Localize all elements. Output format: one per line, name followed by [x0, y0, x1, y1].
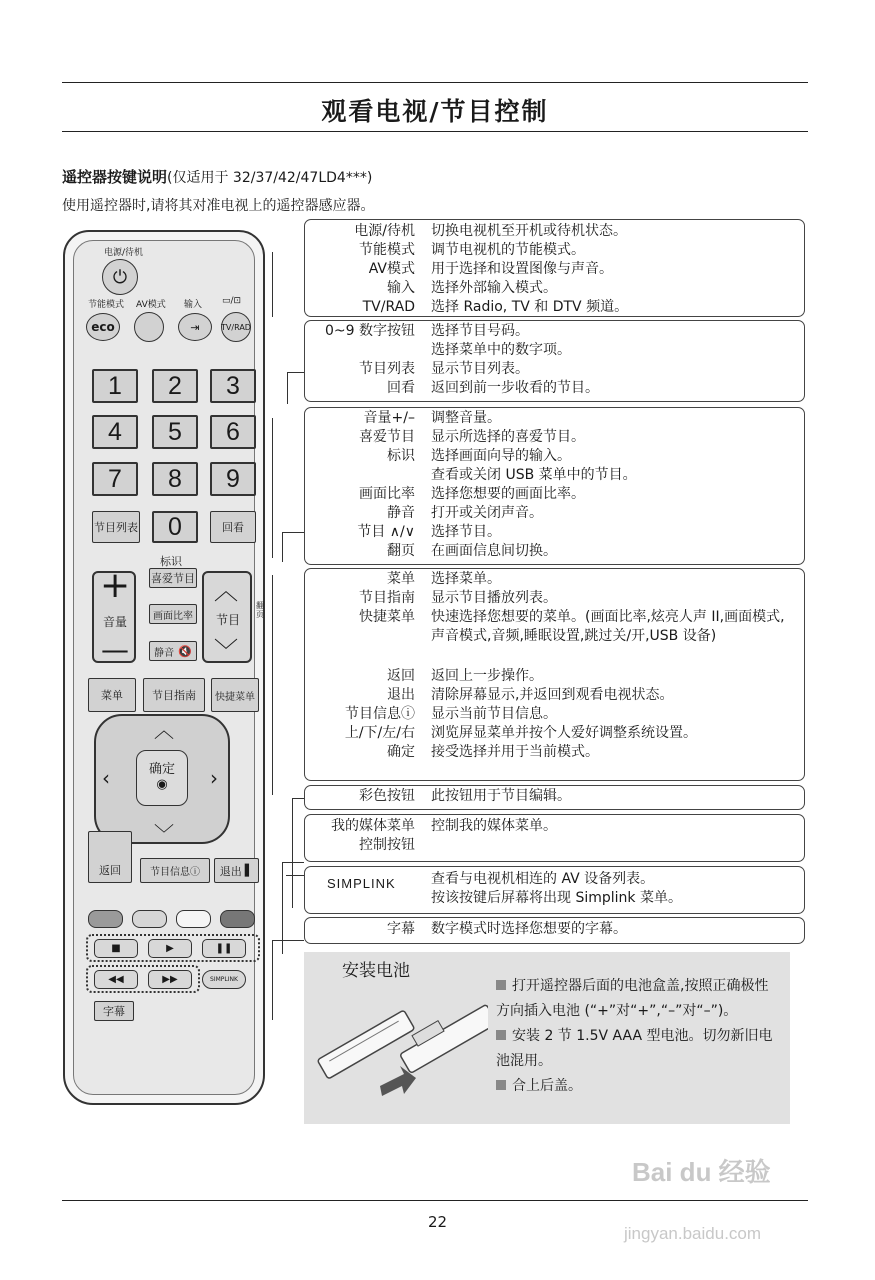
- button-description: 用于选择和设置图像与声音。: [431, 261, 613, 277]
- favorite-button[interactable]: 喜爱节目: [149, 568, 197, 588]
- bottom-rule: [62, 1200, 808, 1201]
- ok-dot-icon: ◉: [156, 777, 168, 792]
- button-description: 选择节目号码。: [431, 323, 529, 339]
- button-description: 显示所选择的喜爱节目。: [431, 429, 585, 445]
- button-name: 控制按钮: [359, 837, 415, 853]
- subtitle-button[interactable]: 字幕: [94, 1001, 134, 1021]
- button-name: 确定: [387, 744, 415, 760]
- button-description: 数字模式时选择您想要的字幕。: [431, 921, 627, 937]
- page-number: 22: [427, 1213, 448, 1231]
- button-name: 退出: [387, 687, 415, 703]
- button-name: 回看: [387, 380, 415, 396]
- button-name: 菜单: [387, 571, 415, 587]
- number-5-button[interactable]: 5: [152, 415, 198, 449]
- subtitle-note: (仅适用于 32/37/42/47LD4***): [167, 170, 373, 186]
- leader-line: [272, 418, 273, 558]
- volume-minus-icon: —: [101, 633, 129, 666]
- power-label: 电源/待机: [104, 248, 144, 258]
- button-description: 查看或关闭 USB 菜单中的节目。: [431, 467, 637, 483]
- battery-title: 安装电池: [342, 961, 410, 981]
- volume-rocker[interactable]: [92, 565, 136, 666]
- number-2-button[interactable]: 2: [152, 369, 198, 403]
- page-label: 翻页: [256, 601, 264, 619]
- button-description: 控制我的媒体菜单。: [431, 818, 557, 834]
- back-button[interactable]: 回看: [210, 511, 256, 543]
- button-description: 调整音量。: [431, 410, 501, 426]
- button-description: 打开或关闭声音。: [431, 505, 543, 521]
- number-0-button[interactable]: 0: [152, 511, 198, 543]
- section-subtitle: [62, 166, 372, 187]
- battery-item: 安装 2 节 1.5V AAA 型电池。切勿新旧电池混用。: [496, 1028, 773, 1069]
- button-name: 节目信息ⓘ: [345, 706, 415, 722]
- battery-item: 打开遥控器后面的电池盒盖,按照正确极性方向插入电池 (“+”对“+”,“–”对“–”)。: [496, 978, 769, 1019]
- button-description: 返回到前一步收看的节目。: [431, 380, 599, 396]
- number-8-button[interactable]: 8: [152, 462, 198, 496]
- stop-button[interactable]: ■: [94, 939, 138, 958]
- button-description: 清除屏幕显示,并返回到观看电视状态。: [431, 687, 674, 703]
- mute-icon: 🔇: [178, 644, 192, 658]
- leader-line: [292, 798, 304, 799]
- button-name: AV模式: [368, 261, 415, 277]
- button-description: 切换电视机至开机或待机状态。: [431, 223, 627, 239]
- number-6-button[interactable]: 6: [210, 415, 256, 449]
- quick-menu-button[interactable]: 快捷菜单: [211, 678, 259, 712]
- button-name: 返回: [387, 668, 415, 684]
- bullet-icon: [496, 980, 506, 990]
- button-description: 按该按键后屏幕将出现 Simplink 菜单。: [431, 890, 682, 906]
- button-description: 选择 Radio, TV 和 DTV 频道。: [431, 299, 629, 315]
- button-description: 浏览屏显菜单并按个人爱好调整系统设置。: [431, 725, 697, 741]
- battery-section: [304, 952, 790, 1124]
- blue-button[interactable]: [220, 910, 255, 928]
- av-button[interactable]: [134, 312, 164, 342]
- top-rule: [62, 82, 808, 83]
- down-arrow-icon[interactable]: ﹀: [154, 822, 174, 846]
- info-button[interactable]: 节目信息ⓘ: [140, 858, 210, 883]
- button-description: 选择菜单。: [431, 571, 501, 587]
- volume-plus-icon: +: [100, 565, 131, 606]
- green-button[interactable]: [132, 910, 167, 928]
- button-name: 喜爱节目: [359, 429, 415, 445]
- ok-label: 确定: [148, 762, 175, 777]
- energy-label: 节能模式: [88, 300, 125, 310]
- number-1-button[interactable]: 1: [92, 369, 138, 403]
- button-name: 字幕: [387, 921, 415, 937]
- exit-button[interactable]: [214, 858, 259, 883]
- button-description: 返回上一步操作。: [431, 668, 543, 684]
- button-description: 显示节目列表。: [431, 361, 529, 377]
- button-name: 节目 ∧/∨: [357, 524, 415, 540]
- button-name: 输入: [387, 280, 415, 296]
- fast-forward-button[interactable]: ▶▶: [148, 970, 192, 989]
- av-label: AV模式: [136, 300, 166, 310]
- button-description: 接受选择并用于当前模式。: [431, 744, 599, 760]
- mark-label: 标识: [160, 555, 182, 568]
- watermark-url: jingyan.baidu.com: [624, 1224, 762, 1243]
- tvrad-label: ▭/⊡: [222, 296, 242, 306]
- volume-label: 音量: [103, 615, 128, 629]
- button-name: 彩色按钮: [359, 788, 415, 804]
- simplink-logo: SIMPLINK: [327, 876, 396, 891]
- play-button[interactable]: ▶: [148, 939, 192, 958]
- simplink-button[interactable]: SIMPLINK: [202, 970, 246, 989]
- input-icon: ⇥: [190, 320, 200, 334]
- button-name: 快捷菜单: [359, 609, 415, 625]
- button-name: 上/下/左/右: [344, 725, 415, 741]
- button-name: 音量+/–: [363, 410, 415, 426]
- exit-icon: ▌: [244, 864, 254, 877]
- remote-control: [63, 230, 265, 1105]
- button-description: 此按钮用于节目编辑。: [431, 788, 571, 804]
- energy-button[interactable]: [86, 313, 120, 341]
- button-name: 节目指南: [359, 590, 415, 606]
- battery-item: 合上后盖。: [496, 1074, 782, 1099]
- button-description: 选择菜单中的数字项。: [431, 342, 571, 358]
- button-name: 画面比率: [359, 486, 415, 502]
- right-arrow-icon[interactable]: ›: [210, 766, 218, 790]
- button-description: 调节电视机的节能模式。: [431, 242, 585, 258]
- button-name: 0~9 数字按钮: [325, 323, 415, 339]
- number-4-button[interactable]: 4: [92, 415, 138, 449]
- button-description: 选择外部输入模式。: [431, 280, 557, 296]
- button-description: 快速选择您想要的菜单。(画面比率,炫亮人声 II,画面模式,声音模式,音频,睡眠设置,跳过关/开,USB 设备): [431, 609, 785, 644]
- button-description: 选择您想要的画面比率。: [431, 486, 585, 502]
- channel-up-icon: ︿: [214, 577, 238, 605]
- button-name: 标识: [387, 448, 415, 464]
- channel-label: 节目: [216, 613, 241, 627]
- leader-line: [272, 940, 304, 941]
- number-3-button[interactable]: 3: [210, 369, 256, 403]
- channel-down-icon: ﹀: [214, 637, 238, 665]
- button-description: 查看与电视机相连的 AV 设备列表。: [431, 871, 655, 887]
- input-button[interactable]: [178, 313, 212, 341]
- channel-list-button[interactable]: 节目列表: [92, 511, 140, 543]
- mute-label: 静音: [154, 647, 175, 659]
- leader-line: [272, 575, 273, 795]
- button-name: 节能模式: [359, 242, 415, 258]
- mute-button[interactable]: [149, 641, 197, 661]
- title-rule: [62, 131, 808, 132]
- bullet-icon: [496, 1030, 506, 1040]
- eco-icon: eco: [91, 320, 115, 334]
- number-7-button[interactable]: 7: [92, 462, 138, 496]
- button-name: TV/RAD: [362, 299, 415, 315]
- leader-line: [287, 372, 288, 404]
- leader-line: [282, 862, 304, 863]
- channel-rocker[interactable]: [202, 571, 252, 663]
- leader-line: [292, 798, 293, 908]
- yellow-button[interactable]: [176, 910, 211, 928]
- navigation-pad: [94, 714, 230, 844]
- pause-button[interactable]: ❚❚: [202, 939, 246, 958]
- page-title: 观看电视/节目控制: [321, 97, 549, 126]
- leader-line: [272, 940, 273, 1020]
- leader-line: [272, 252, 273, 317]
- power-button[interactable]: ⏻: [102, 259, 138, 295]
- rewind-button[interactable]: ◀◀: [94, 970, 138, 989]
- button-description: 显示当前节目信息。: [431, 706, 557, 722]
- bullet-icon: [496, 1080, 506, 1090]
- leader-line: [282, 532, 304, 533]
- tvrad-button[interactable]: [221, 312, 251, 342]
- button-name: 静音: [387, 505, 415, 521]
- number-9-button[interactable]: 9: [210, 462, 256, 496]
- left-arrow-icon[interactable]: ‹: [102, 766, 110, 790]
- tvrad-icon: TV/RAD: [221, 322, 251, 332]
- menu-button[interactable]: 菜单: [88, 678, 136, 712]
- button-name: 节目列表: [359, 361, 415, 377]
- up-arrow-icon[interactable]: ︿: [154, 718, 174, 742]
- button-description: 在画面信息间切换。: [431, 543, 557, 559]
- button-name: 我的媒体菜单: [331, 818, 415, 834]
- intro-text: 使用遥控器时,请将其对准电视上的遥控器感应器。: [62, 198, 375, 214]
- input-label: 输入: [184, 300, 203, 310]
- button-name: 翻页: [387, 543, 415, 559]
- battery-instructions: [496, 974, 782, 1099]
- button-description: 选择画面向导的输入。: [431, 448, 571, 464]
- leader-line: [282, 532, 283, 562]
- remote-body: [73, 240, 264, 1095]
- aspect-ratio-button[interactable]: 画面比率: [149, 604, 197, 624]
- button-description: 选择节目。: [431, 524, 501, 540]
- button-name: 电源/待机: [354, 223, 415, 239]
- guide-button[interactable]: 节目指南: [143, 678, 205, 712]
- button-description: 显示节目播放列表。: [431, 590, 557, 606]
- exit-label: 退出: [219, 864, 242, 878]
- leader-line: [287, 372, 304, 373]
- return-button[interactable]: [88, 831, 132, 883]
- watermark-logo: Bai du 经验: [632, 1157, 771, 1187]
- return-label: 返回: [99, 864, 121, 877]
- red-button[interactable]: [88, 910, 123, 928]
- subtitle-text: 遥控器按键说明: [62, 168, 168, 186]
- ok-button[interactable]: [136, 750, 188, 806]
- battery-illustration: [308, 978, 488, 1128]
- leader-line: [286, 875, 304, 876]
